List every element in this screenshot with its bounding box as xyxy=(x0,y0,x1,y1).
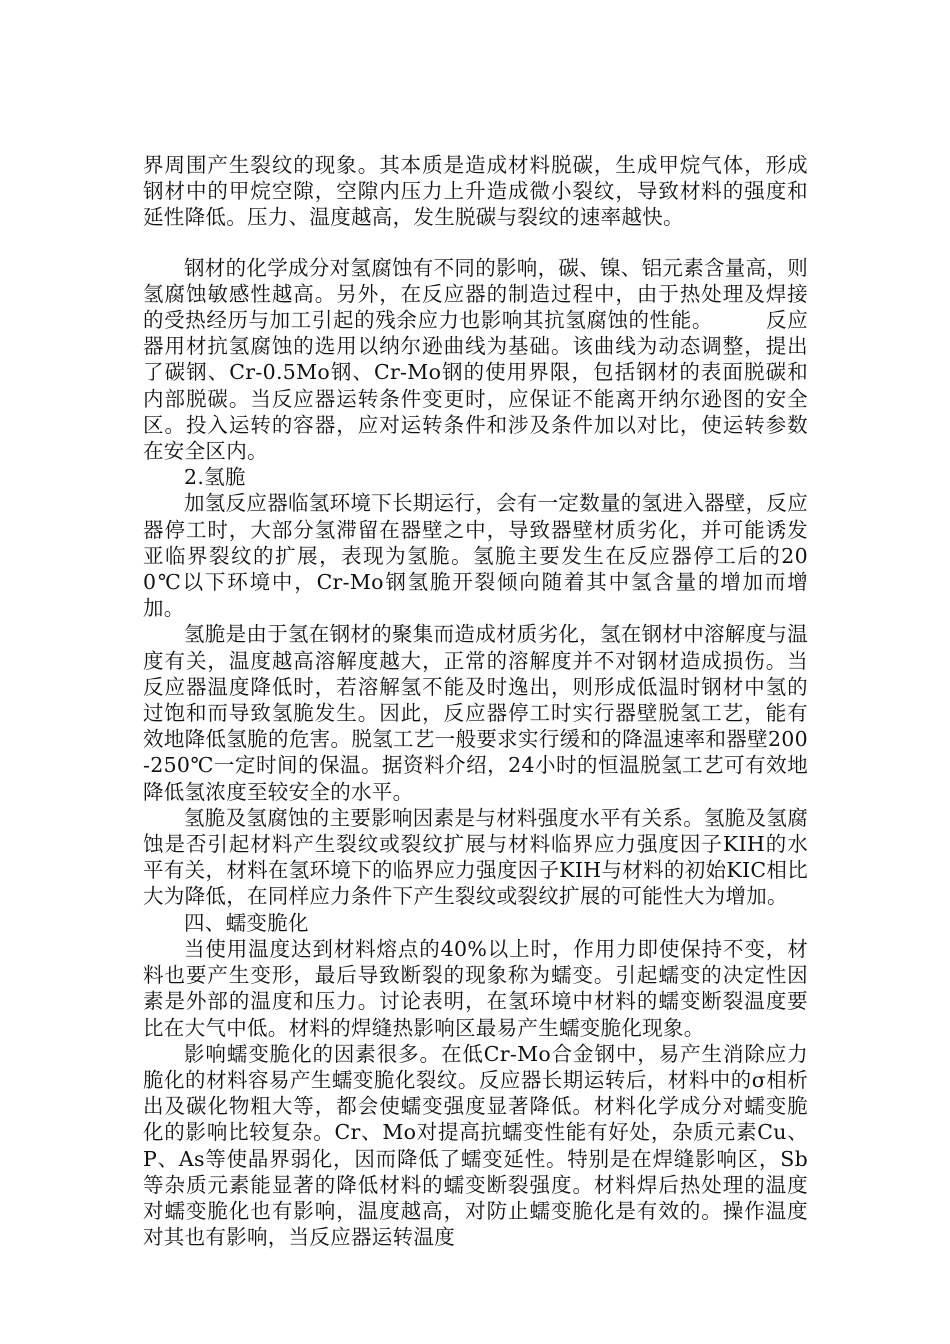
section-heading-hydrogen-embrittlement: 2.氢脆 xyxy=(184,465,246,490)
paragraph-creep-definition: 当使用温度达到材料熔点的40%以上时，作用力即使保持不变，材料也要产生变形，最后导致断裂的现象称为蠕变。引起蠕变的决定性因素是外部的温度和压力。讨论表明，在氢环境中材料的蠕变断裂温度要比在大气中低。材料的焊缝热影响区最易产生蠕变脆化现象。 xyxy=(143,936,808,1040)
paragraph-hydrogen-embrittlement-intro: 加氢反应器临氢环境下长期运行，会有一定数量的氢进入器壁，反应器停工时，大部分氢滞留在器壁之中，导致器壁材质劣化，并可能诱发亚临界裂纹的扩展，表现为氢脆。氢脆主要发生在反应器停工后的200℃以下环境中，Cr-Mo钢氢脆开裂倾向随着其中氢含量的增加而增加。 xyxy=(143,491,808,621)
paragraph-hydrogen-attack-mechanism: 界周围产生裂纹的现象。其本质是造成材料脱碳，生成甲烷气体，形成钢材中的甲烷空隙，空隙内压力上升造成微小裂纹，导致材料的强度和延性降低。压力、温度越高，发生脱碳与裂纹的速率越快。 xyxy=(143,153,808,230)
paragraph-chemical-composition: 钢材的化学成分对氢腐蚀有不同的影响，碳、镍、铝元素含量高，则氢腐蚀敏感性越高。另外，在反应器的制造过程中，由于热处理及焊接的受热经历与加工引起的残余应力也影响其抗氢腐蚀的性能。 反应器用材抗氢腐蚀的选用以纳尔逊曲线为基础。该曲线为动态调整，提出了碳钢、Cr-0.5Mo钢、Cr-Mo钢的使用界限，包括钢材的表面脱碳和内部脱碳。当反应器运转条件变更时，应保证不能离开纳尔逊图的安全区。投入运转的容器，应对运转条件和涉及条件加以对比，使运转参数在安全区内。 xyxy=(143,255,808,464)
paragraph-hydrogen-embrittlement-cause: 氢脆是由于氢在钢材的聚集而造成材质劣化，氢在钢材中溶解度与温度有关，温度越高溶解度越大，正常的溶解度并不对钢材造成损伤。当反应器温度降低时，若溶解氢不能及时逸出，则形成低温时钢材中氢的过饱和而导致氢脆发生。因此，反应器停工时实行器壁脱氢工艺，能有效地降低氢脆的危害。脱氢工艺一般要求实行缓和的降温速率和器壁200-250℃一定时间的保温。据资料介绍，24小时的恒温脱氢工艺可有效地降低氢浓度至较安全的水平。 xyxy=(143,622,808,804)
document-page xyxy=(143,152,808,1250)
paragraph-influencing-factors: 氢脆及氢腐蚀的主要影响因素是与材料强度水平有关系。氢脆及氢腐蚀是否引起材料产生裂纹或裂纹扩展与材料临界应力强度因子KIH的水平有关，材料在氢环境下的临界应力强度因子KIH与材料的初始KIC相比大为降低，在同样应力条件下产生裂纹或裂纹扩展的可能性大为增加。 xyxy=(143,805,808,909)
section-heading-creep-embrittlement: 四、蠕变脆化 xyxy=(184,910,309,935)
paragraph-creep-factors: 影响蠕变脆化的因素很多。在低Cr-Mo合金钢中，易产生消除应力脆化的材料容易产生蠕变脆化裂纹。反应器长期运转后，材料中的σ相析出及碳化物粗大等，都会使蠕变强度显著降低。材料化学成分对蠕变脆化的影响比较复杂。Cr、Mo对提高抗蠕变性能有好处，杂质元素Cu、P、As等使晶界弱化，因而降低了蠕变延性。特别是在焊缝影响区，Sb等杂质元素能显著的降低材料的蠕变断裂强度。材料焊后热处理的温度对蠕变脆化也有影响，温度越高，对防止蠕变脆化是有效的。操作温度对其也有影响，当反应器运转温度 xyxy=(143,1041,808,1250)
